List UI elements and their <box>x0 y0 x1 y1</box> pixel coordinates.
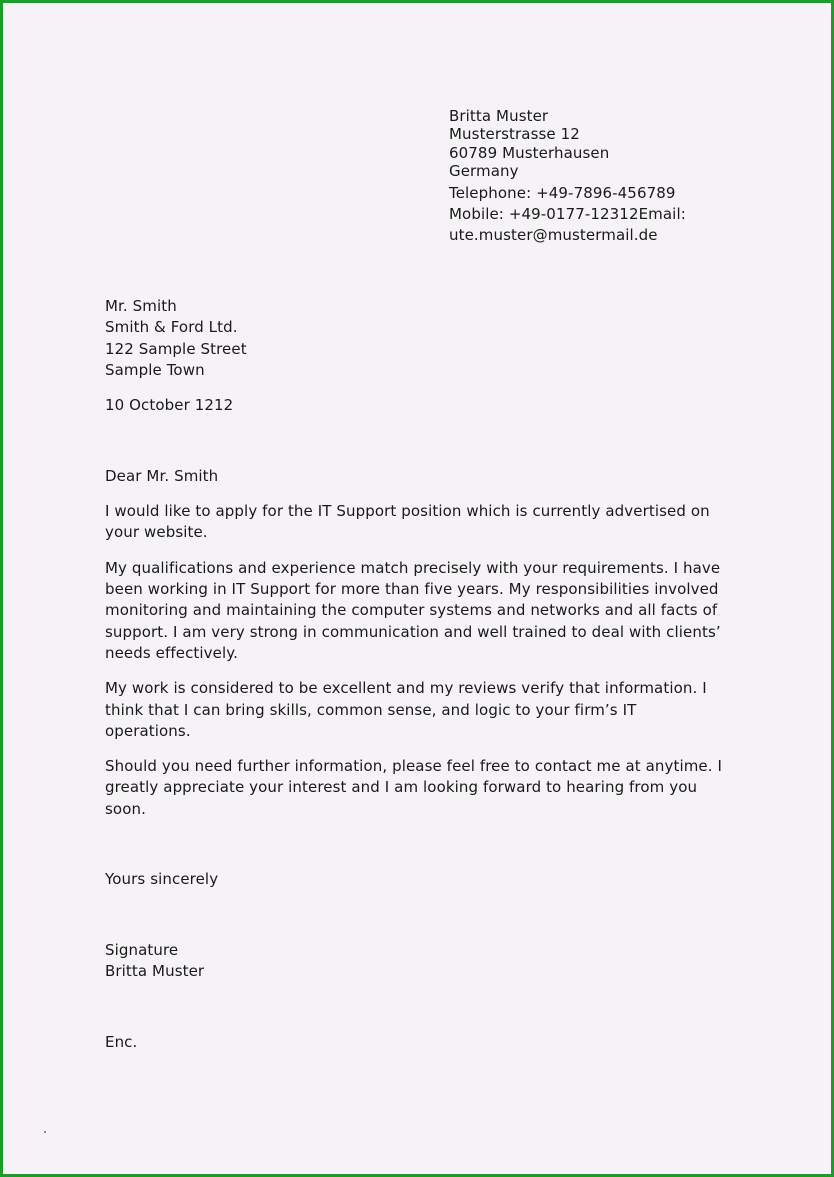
paragraph-line: support. I am very strong in communication and well trained to deal with clients’ <box>105 623 721 641</box>
paragraph-line: greatly appreciate your interest and I am looking forward to hearing from you <box>105 778 698 796</box>
paragraph-line: I would like to apply for the IT Support position which is currently advertised on <box>105 502 710 520</box>
signature-name: Britta Muster <box>105 962 205 980</box>
closing: Yours sincerely <box>105 870 219 888</box>
page-dot-mark <box>44 1131 46 1133</box>
sender-city: 60789 Musterhausen <box>449 144 610 162</box>
letter-date: 10 October 1212 <box>105 396 234 414</box>
paragraph-line: operations. <box>105 722 191 740</box>
recipient-name: Mr. Smith <box>105 297 177 315</box>
recipient-company: Smith & Ford Ltd. <box>105 318 238 336</box>
signature-label: Signature <box>105 941 179 959</box>
recipient-street: 122 Sample Street <box>105 340 247 358</box>
sender-email: ute.muster@mustermail.de <box>449 226 658 244</box>
sender-name: Britta Muster <box>449 107 549 125</box>
paragraph-line: Should you need further information, please feel free to contact me at anytime. I <box>105 757 723 775</box>
letter-page <box>3 3 831 1174</box>
sender-telephone: Telephone: +49-7896-456789 <box>449 184 676 202</box>
sender-mobile-email: Mobile: +49-0177-12312Email: <box>449 205 686 223</box>
sender-country: Germany <box>449 162 519 180</box>
paragraph-line: My work is considered to be excellent and my reviews verify that information. I <box>105 679 707 697</box>
paragraph-line: needs effectively. <box>105 644 238 662</box>
enclosure: Enc. <box>105 1033 138 1051</box>
sender-street: Musterstrasse 12 <box>449 125 580 143</box>
paragraph-line: monitoring and maintaining the computer systems and networks and all facts of <box>105 601 718 619</box>
paragraph-line: My qualifications and experience match precisely with your requirements. I have <box>105 559 721 577</box>
paragraph-line: been working in IT Support for more than five years. My responsibilities involved <box>105 580 719 598</box>
salutation: Dear Mr. Smith <box>105 467 219 485</box>
recipient-town: Sample Town <box>105 361 205 379</box>
paragraph-line: your website. <box>105 523 208 541</box>
paragraph-line: think that I can bring skills, common sense, and logic to your firm’s IT <box>105 701 637 719</box>
paragraph-line: soon. <box>105 800 146 818</box>
